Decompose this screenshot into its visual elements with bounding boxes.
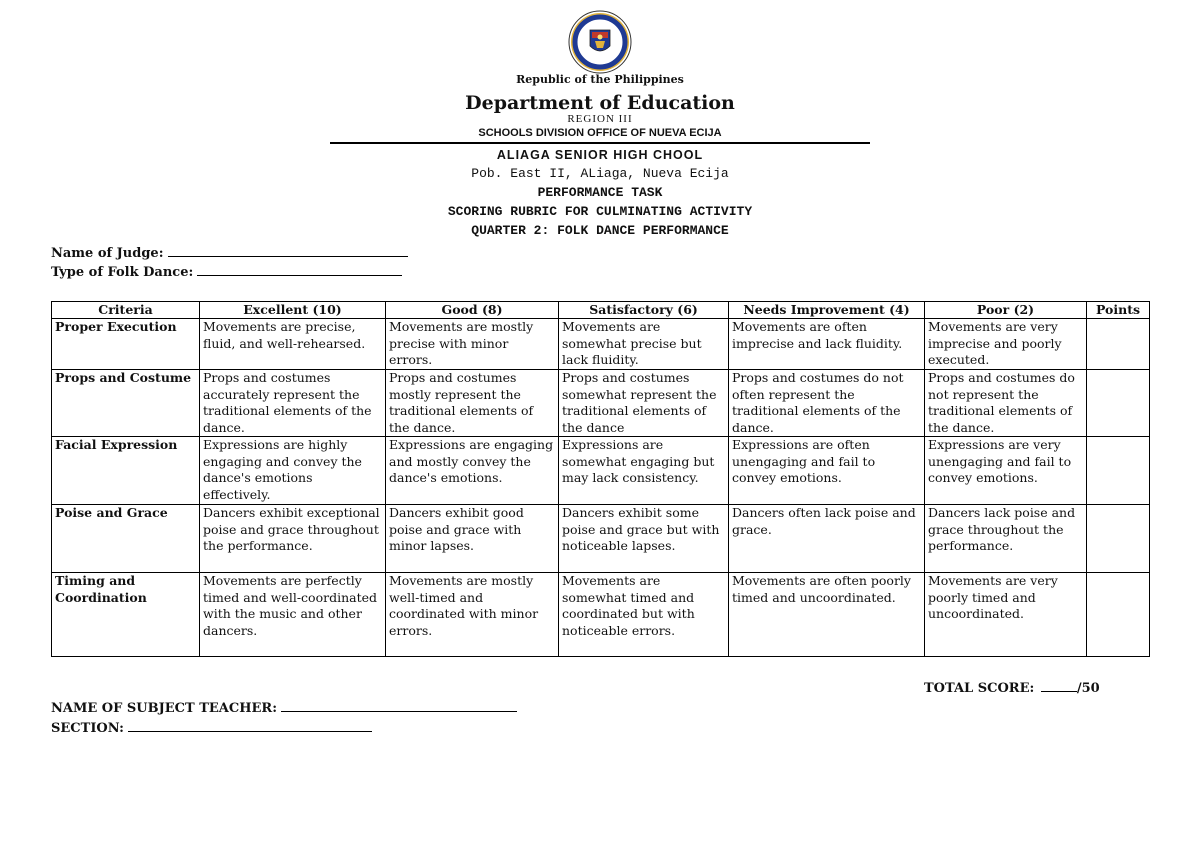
rubric-cell: Movements are often imprecise and lack fluidity.	[729, 319, 925, 370]
teacher-blank-line[interactable]	[281, 699, 517, 712]
col-header-points: Points	[1087, 302, 1150, 319]
judge-label: Name of Judge:	[51, 246, 164, 261]
judge-blank-line[interactable]	[168, 244, 408, 257]
rubric-cell: Expressions are highly engaging and convey the dance's emotions effectively.	[200, 437, 386, 505]
total-score-label: TOTAL SCORE:	[924, 681, 1035, 696]
school-address: Pob. East II, ALiaga, Nueva Ecija	[471, 166, 729, 181]
points-cell[interactable]	[1087, 437, 1150, 505]
total-score-blank-line[interactable]	[1041, 679, 1077, 692]
quarter-title: QUARTER 2: FOLK DANCE PERFORMANCE	[471, 223, 729, 238]
dance-blank-line[interactable]	[197, 263, 402, 276]
section-label: SECTION:	[51, 721, 124, 736]
points-cell[interactable]	[1087, 573, 1150, 657]
total-score-max: /50	[1076, 681, 1100, 696]
table-row	[52, 505, 1150, 573]
rubric-cell: Movements are often poorly timed and uncoordinated.	[729, 573, 925, 657]
judge-field	[51, 244, 408, 261]
republic-label: Republic of the Philippines	[516, 73, 684, 86]
criteria-cell: Facial Expression	[52, 437, 200, 505]
header-divider	[330, 142, 870, 144]
table-row	[52, 573, 1150, 657]
department-title: Department of Education	[465, 92, 735, 114]
rubric-cell: Movements are very imprecise and poorly executed.	[925, 319, 1087, 370]
rubric-cell: Props and costumes somewhat represent the traditional elements of the dance	[559, 370, 729, 437]
rubric-cell: Expressions are very unengaging and fail to convey emotions.	[925, 437, 1087, 505]
rubric-cell: Props and costumes do not often represent the traditional elements of the dance.	[729, 370, 925, 437]
criteria-cell: Poise and Grace	[52, 505, 200, 573]
points-cell[interactable]	[1087, 505, 1150, 573]
rubric-cell: Movements are very poorly timed and uncoordinated.	[925, 573, 1087, 657]
total-score-field	[924, 679, 1100, 696]
rubric-cell: Movements are precise, fluid, and well-rehearsed.	[200, 319, 386, 370]
criteria-cell: Timing and Coordination	[52, 573, 200, 657]
rubric-cell: Dancers exhibit exceptional poise and grace throughout the performance.	[200, 505, 386, 573]
table-row	[52, 319, 1150, 370]
points-cell[interactable]	[1087, 319, 1150, 370]
col-header-excellent: Excellent (10)	[200, 302, 386, 319]
region-label: REGION III	[567, 113, 633, 125]
col-header-poor: Poor (2)	[925, 302, 1087, 319]
rubric-cell: Movements are somewhat precise but lack fluidity.	[559, 319, 729, 370]
table-header-row	[52, 302, 1150, 319]
rubric-cell: Dancers often lack poise and grace.	[729, 505, 925, 573]
rubric-title: SCORING RUBRIC FOR CULMINATING ACTIVITY	[447, 204, 753, 219]
table-row	[52, 370, 1150, 437]
rubric-cell: Props and costumes accurately represent the traditional elements of the dance.	[200, 370, 386, 437]
rubric-cell: Dancers exhibit good poise and grace with minor lapses.	[386, 505, 559, 573]
rubric-cell: Movements are mostly well-timed and coordinated with minor errors.	[386, 573, 559, 657]
task-title: PERFORMANCE TASK	[537, 185, 663, 200]
criteria-cell: Props and Costume	[52, 370, 200, 437]
col-header-needs-improvement: Needs Improvement (4)	[729, 302, 925, 319]
rubric-cell: Movements are mostly precise with minor errors.	[386, 319, 559, 370]
dance-field	[51, 263, 402, 280]
deped-seal-logo	[568, 10, 632, 74]
teacher-field	[51, 699, 517, 716]
col-header-satisfactory: Satisfactory (6)	[559, 302, 729, 319]
rubric-cell: Dancers lack poise and grace throughout the performance.	[925, 505, 1087, 573]
section-field	[51, 719, 372, 736]
division-label: SCHOOLS DIVISION OFFICE OF NUEVA ECIJA	[478, 127, 722, 139]
rubric-cell: Movements are perfectly timed and well-coordinated with the music and other dancers.	[200, 573, 386, 657]
rubric-cell: Props and costumes do not represent the traditional elements of the dance.	[925, 370, 1087, 437]
points-cell[interactable]	[1087, 370, 1150, 437]
rubric-cell: Movements are somewhat timed and coordinated but with noticeable errors.	[559, 573, 729, 657]
rubric-cell: Expressions are somewhat engaging but may lack consistency.	[559, 437, 729, 505]
rubric-cell: Expressions are engaging and mostly convey the dance's emotions.	[386, 437, 559, 505]
col-header-criteria: Criteria	[52, 302, 200, 319]
rubric-cell: Props and costumes mostly represent the traditional elements of the dance.	[386, 370, 559, 437]
criteria-cell: Proper Execution	[52, 319, 200, 370]
section-blank-line[interactable]	[128, 719, 372, 732]
school-name: ALIAGA SENIOR HIGH CHOOL	[496, 148, 704, 162]
teacher-label: NAME OF SUBJECT TEACHER:	[51, 701, 278, 716]
rubric-table	[51, 301, 1150, 657]
dance-label: Type of Folk Dance:	[51, 265, 194, 280]
rubric-cell: Expressions are often unengaging and fail to convey emotions.	[729, 437, 925, 505]
table-row	[52, 437, 1150, 505]
col-header-good: Good (8)	[386, 302, 559, 319]
rubric-cell: Dancers exhibit some poise and grace but with noticeable lapses.	[559, 505, 729, 573]
